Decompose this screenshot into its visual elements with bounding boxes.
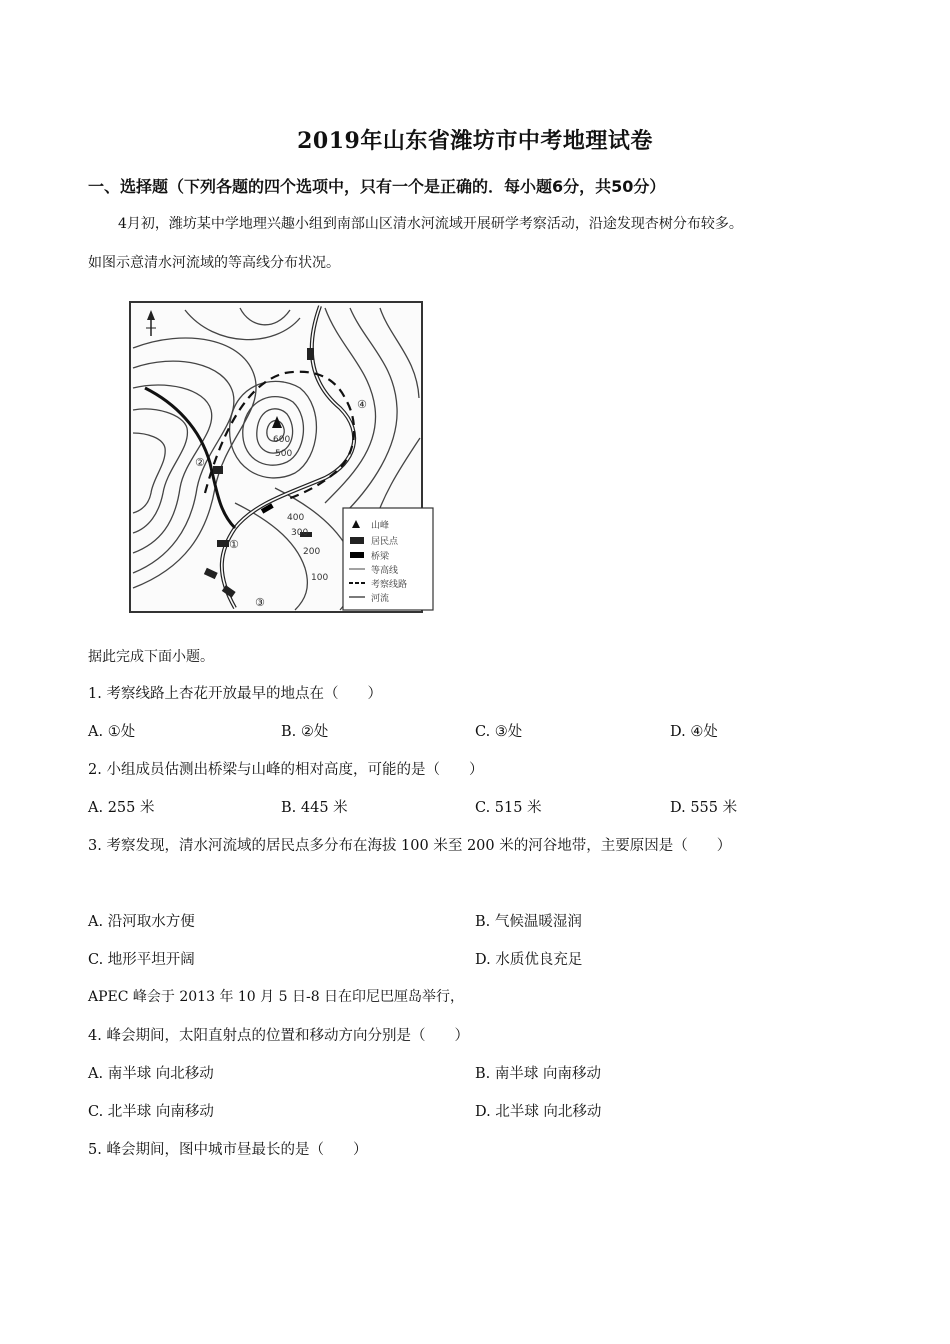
instruction-text: 据此完成下面小题。 [88,649,214,665]
question-4-option-b[interactable]: B. 南半球 向南移动 [475,1066,601,1082]
legend-label: 居民点 [371,537,399,547]
page-title: 2019年山东省潍坊市中考地理试卷 [297,128,653,154]
question-3-option-a[interactable]: A. 沿河取水方便 [88,914,195,930]
intro-paragraph-line1: 4月初，潍坊某中学地理兴趣小组到南部山区清水河流域开展研学考察活动，沿途发现杏树分布较多。 [118,216,743,232]
map-legend [343,508,433,610]
question-2-option-b[interactable]: B. 445 米 [281,800,348,816]
contour-label: 400 [287,513,305,523]
point-label: ③ [255,596,265,609]
intro-paragraph-line2: 如图示意清水河流域的等高线分布状况。 [88,255,340,271]
legend-label: 等高线 [371,566,399,576]
contour-label: 600 [273,435,291,445]
point-label: ④ [357,398,367,411]
question-4-option-c[interactable]: C. 北半球 向南移动 [88,1104,214,1120]
legend-label: 河流 [371,594,390,604]
question-4-option-d[interactable]: D. 北半球 向北移动 [475,1104,602,1120]
question-3-option-d[interactable]: D. 水质优良充足 [475,952,583,968]
question-4-option-a[interactable]: A. 南半球 向北移动 [88,1066,214,1082]
question-4-stem: 4. 峰会期间，太阳直射点的位置和移动方向分别是（ ） [88,1028,469,1044]
question-5-stem: 5. 峰会期间，图中城市昼最长的是（ ） [88,1142,368,1158]
contour-label: 200 [303,547,321,557]
question-3-stem: 3. 考察发现，清水河流域的居民点多分布在海拔 100 米至 200 米的河谷地带，主要原因是（ ） [88,838,732,854]
point-label: ① [229,538,239,551]
section-heading: 一、选择题（下列各题的四个选项中，只有一个是正确的．每小题6分，共50分） [88,177,666,196]
question-1-option-b[interactable]: B. ②处 [281,724,329,740]
question-1-option-d[interactable]: D. ④处 [670,724,718,740]
question-2-option-c[interactable]: C. 515 米 [475,800,542,816]
question-2-option-d[interactable]: D. 555 米 [670,800,738,816]
contour-label: 100 [311,573,329,583]
contour-label: 500 [275,449,293,459]
legend-label: 考察线路 [371,580,408,590]
contour-label: 300 [291,528,309,538]
question-2-option-a[interactable]: A. 255 米 [88,800,155,816]
contour-map-figure [125,288,435,616]
question-3-option-c[interactable]: C. 地形平坦开阔 [88,952,195,968]
question-2-stem: 2. 小组成员估测出桥梁与山峰的相对高度，可能的是（ ） [88,762,484,778]
question-3-option-b[interactable]: B. 气候温暖湿润 [475,914,582,930]
question-1-stem: 1. 考察线路上杏花开放最早的地点在（ ） [88,686,382,702]
question-1-option-a[interactable]: A. ①处 [88,724,136,740]
question-1-option-c[interactable]: C. ③处 [475,724,523,740]
legend-label: 桥梁 [371,552,390,562]
legend-label: 山峰 [371,521,390,531]
point-label: ② [195,456,205,469]
apec-context-text: APEC 峰会于 2013 年 10 月 5 日-8 日在印尼巴厘岛举行， [88,989,465,1005]
